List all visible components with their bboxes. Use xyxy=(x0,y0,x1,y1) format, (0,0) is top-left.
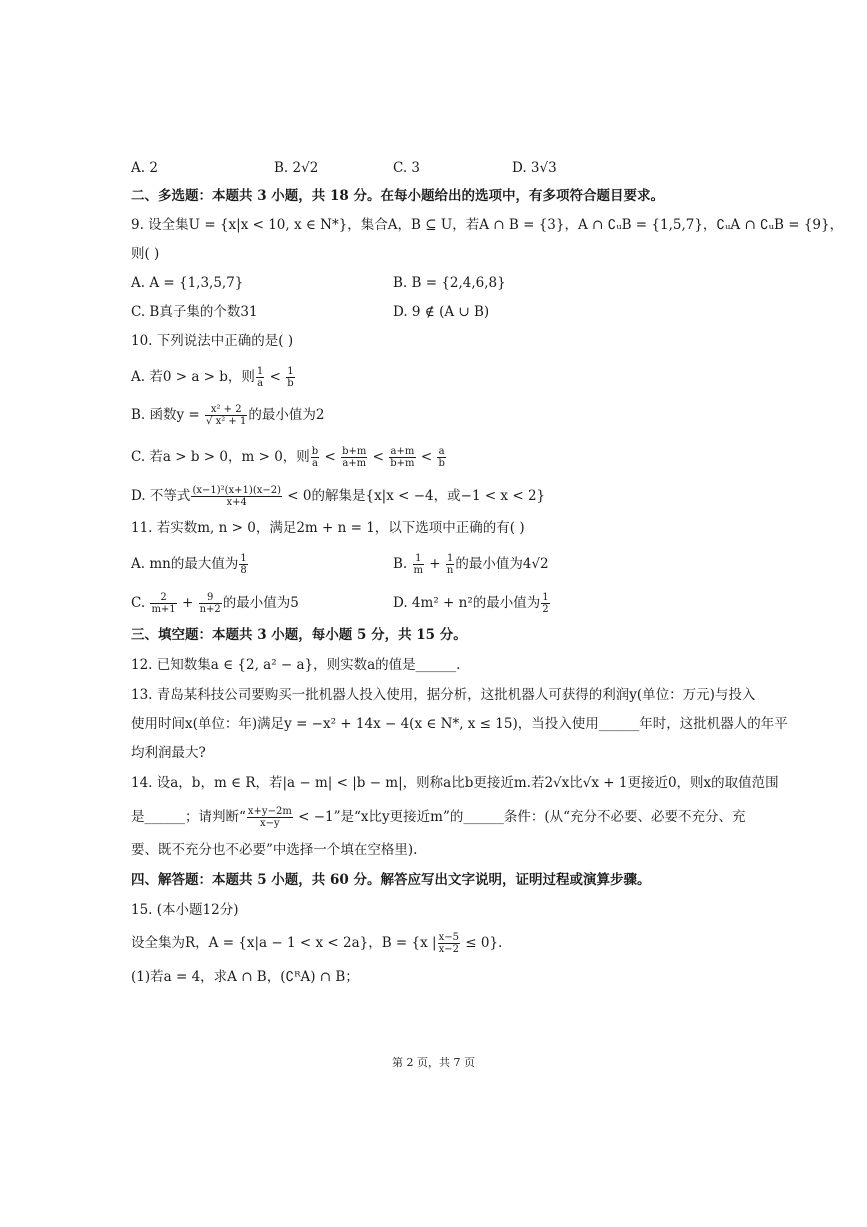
q8-option-c: C. 3 xyxy=(393,160,421,176)
q14-line2 xyxy=(131,806,746,829)
q13-line3: 均利润最大? xyxy=(131,745,206,761)
q10-b-suffix: 的最小值为2 xyxy=(248,407,325,423)
q11-b-plus: + xyxy=(425,556,445,572)
q11-stem: 11. 若实数m, n > 0，满足2m + n = 1，以下选项中正确的有( ) xyxy=(131,520,525,536)
q10-c-lt-3: < xyxy=(416,449,437,465)
section2-heading: 二、多选题：本题共 3 小题，共 18 分。在每小题给出的选项中，有多项符合题目要求。 xyxy=(131,188,664,204)
q10-c-prefix: C. 若a > b > 0，m > 0，则 xyxy=(131,449,310,465)
q11-a-fraction: $\frac{1}{8}$ xyxy=(240,553,247,576)
q10-d-suffix: < 0的解集是{x|x < −4，或−1 < x < 2} xyxy=(283,488,546,504)
q12-text: 12. 已知数集a ∈ {2, a² − a}，则实数a的值是______. xyxy=(131,657,461,673)
q11-option-a xyxy=(131,553,249,576)
q10-c-fraction-4: $\frac{a}{b}$ xyxy=(438,446,445,469)
q15-title: 15. (本小题12分) xyxy=(131,902,239,918)
q10-c-fraction-2: $\frac{b+m}{a+m}$ xyxy=(342,446,367,469)
q11-c-plus: + xyxy=(177,595,198,611)
q13-line2: 使用时间x(单位：年)满足y = −x² + 14x − 4(x ∈ N*, x ≤ 15)，当投入使用______年时，这批机器人的年平 xyxy=(131,716,788,732)
q10-d-prefix: D. 不等式 xyxy=(131,488,191,504)
q9-stem-line2: 则( ) xyxy=(131,246,160,262)
q10-option-a xyxy=(131,366,296,389)
q11-c-suffix: 的最小值为5 xyxy=(222,595,299,611)
q14-fraction: $\frac{x+y-2m}{x-y}$ xyxy=(247,806,292,829)
q10-stem: 10. 下列说法中正确的是( ) xyxy=(131,333,294,349)
q15-stem-prefix: 设全集为R，A = {x|a − 1 < x < 2a}，B = {x | xyxy=(131,935,437,951)
q11-option-c xyxy=(131,592,299,615)
q8-option-a: A. 2 xyxy=(131,160,158,176)
q10-c-fraction-3: $\frac{a+m}{b+m}$ xyxy=(390,446,415,469)
q11-c-fraction-2: $\frac{9}{n+2}$ xyxy=(199,592,221,615)
q9-option-b: B. B = {2,4,6,8} xyxy=(393,275,506,291)
q15-stem xyxy=(131,932,502,955)
q11-a-prefix: A. mn的最大值为 xyxy=(131,556,239,572)
q15-fraction: $\frac{x-5}{x-2}$ xyxy=(438,932,459,955)
q9-option-d: D. 9 ∉ (A ∪ B) xyxy=(393,304,490,320)
q10-a-fraction-1: $\frac{1}{a}$ xyxy=(256,366,264,389)
q11-option-d xyxy=(393,592,551,615)
q10-option-b xyxy=(131,404,324,427)
q14-line2-prefix: 是______；请判断“ xyxy=(131,809,246,825)
q14-line3: 要、既不充分也不必要”中选择一个填在空格里). xyxy=(131,842,418,858)
page-footer: 第 2 页，共 7 页 xyxy=(392,1056,475,1069)
q9-stem-line1: 9. 设全集U = {x|x < 10, x ∈ N*}，集合A，B ⊆ U，若A ∩ B = {3}，A ∩ ∁ᵤB = {1,5,7}，∁ᵤA ∩ ∁ᵤB = {9}， xyxy=(131,217,844,233)
q10-b-fraction: $\frac{\text{x² + 2}}{\text{√ x² + 1}}$ xyxy=(206,404,247,427)
q11-b-prefix: B. xyxy=(393,556,412,572)
q10-c-fraction-1: $\frac{b}{a}$ xyxy=(311,446,319,469)
q11-c-prefix: C. xyxy=(131,595,150,611)
q8-option-d: D. 3√3 xyxy=(512,160,557,176)
q11-b-suffix: 的最小值为4√2 xyxy=(455,556,549,572)
q9-option-a: A. A = {1,3,5,7} xyxy=(131,275,244,291)
q10-c-lt-1: < xyxy=(320,449,341,465)
q10-option-c xyxy=(131,446,447,469)
q11-d-prefix: D. 4m² + n²的最小值为 xyxy=(393,595,541,611)
q14-line2-suffix: < −1”是“x比y更接近m”的______条件：(从“充分不必要、必要不充分、充 xyxy=(293,809,746,825)
q11-d-fraction: $\frac{1}{2}$ xyxy=(542,592,549,615)
q11-b-fraction-2: $\frac{1}{n}$ xyxy=(446,553,454,576)
q14-line1: 14. 设a，b，m ∈ R，若|a − m| < |b − m|，则称a比b更接近m.若2√x比√x + 1更接近0，则x的取值范围 xyxy=(131,775,779,791)
q15-stem-suffix: ≤ 0}. xyxy=(460,935,503,951)
section4-heading: 四、解答题：本题共 5 小题，共 60 分。解答应写出文字说明，证明过程或演算步骤。 xyxy=(131,872,651,888)
q10-d-fraction: $\frac{\text{(x−1)²(x+1)(x−2)}}{x+4}$ xyxy=(192,485,281,508)
section3-heading: 三、填空题：本题共 3 小题，每小题 5 分，共 15 分。 xyxy=(131,627,467,643)
q13-line1: 13. 青岛某科技公司要购买一批机器人投入使用，据分析，这批机器人可获得的利润y(单位：万元)与投入 xyxy=(131,687,756,703)
q8-option-b: B. 2√2 xyxy=(274,160,319,176)
q11-c-fraction-1: $\frac{2}{m+1}$ xyxy=(151,592,176,615)
q9-option-c: C. B真子集的个数31 xyxy=(131,304,258,320)
q10-b-prefix: B. 函数y = xyxy=(131,407,205,423)
q10-c-lt-2: < xyxy=(368,449,389,465)
q11-option-b xyxy=(393,553,549,576)
q10-option-d xyxy=(131,485,545,508)
q10-a-prefix: A. 若0 > a > b，则 xyxy=(131,369,255,385)
q15-part1: (1)若a = 4，求A ∩ B，(∁ᴿA) ∩ B； xyxy=(131,969,359,985)
q10-a-less-than: < xyxy=(265,369,286,385)
q11-b-fraction-1: $\frac{1}{m}$ xyxy=(413,553,423,576)
q10-a-fraction-2: $\frac{1}{b}$ xyxy=(287,366,294,389)
